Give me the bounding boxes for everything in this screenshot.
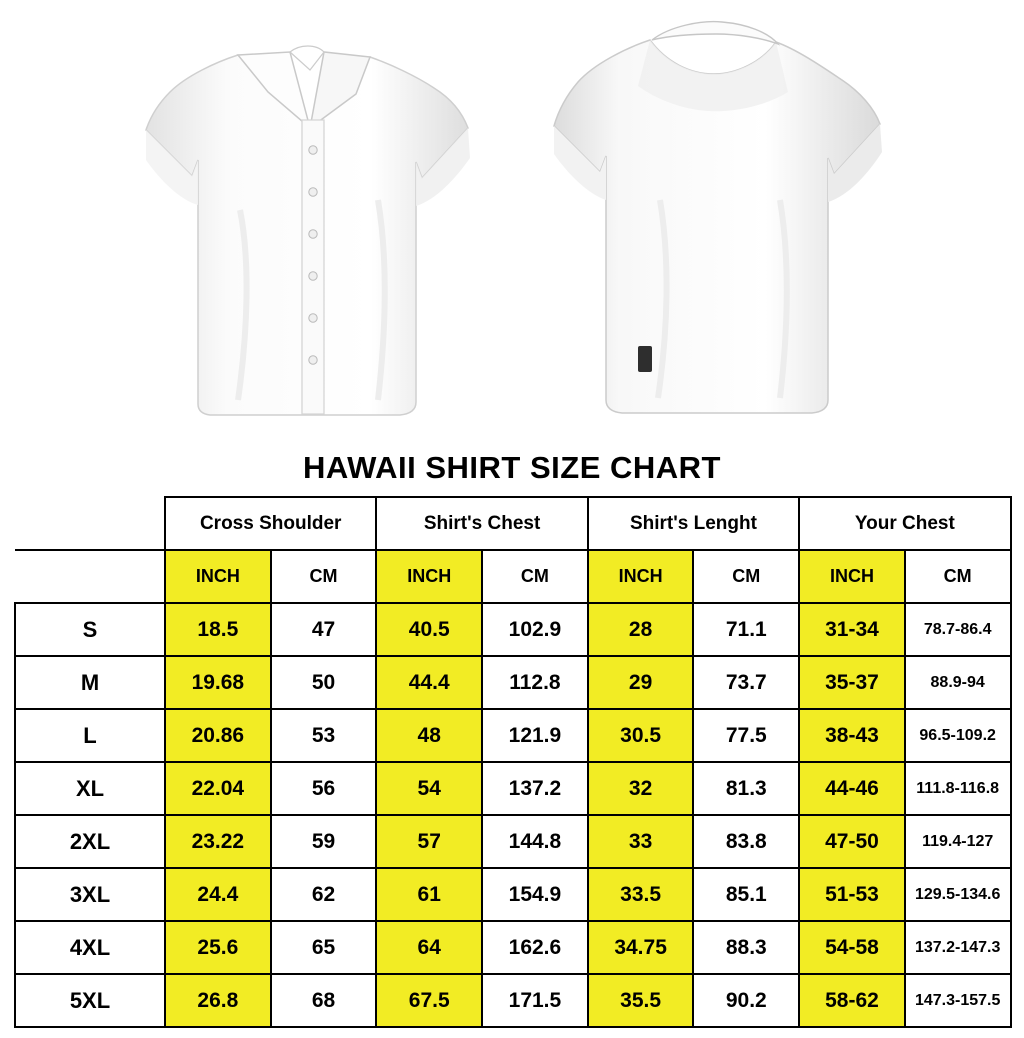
cell-your-chest-cm: 111.8-116.8	[905, 762, 1011, 815]
brand-tag	[638, 346, 652, 372]
cell-shirt-length-inch: 35.5	[588, 974, 694, 1027]
cell-shirt-length-cm: 71.1	[693, 603, 799, 656]
cell-shirt-length-inch: 34.75	[588, 921, 694, 974]
unit-header-inch-1: INCH	[165, 550, 271, 603]
cell-cross-shoulder-inch: 25.6	[165, 921, 271, 974]
cell-shirt-length-cm: 88.3	[693, 921, 799, 974]
cell-shirt-chest-cm: 171.5	[482, 974, 588, 1027]
unit-header-inch-2: INCH	[376, 550, 482, 603]
table-corner-cell	[15, 497, 165, 550]
cell-cross-shoulder-inch: 26.8	[165, 974, 271, 1027]
cell-your-chest-inch: 35-37	[799, 656, 905, 709]
cell-your-chest-cm: 88.9-94	[905, 656, 1011, 709]
cell-cross-shoulder-inch: 24.4	[165, 868, 271, 921]
row-size-label: M	[15, 656, 165, 709]
cell-shirt-chest-cm: 112.8	[482, 656, 588, 709]
cell-shirt-chest-cm: 137.2	[482, 762, 588, 815]
shirt-back-icon	[530, 0, 910, 448]
unit-header-inch-4: INCH	[799, 550, 905, 603]
cell-shirt-length-inch: 29	[588, 656, 694, 709]
cell-shirt-chest-inch: 54	[376, 762, 482, 815]
row-size-label: 2XL	[15, 815, 165, 868]
cell-your-chest-inch: 54-58	[799, 921, 905, 974]
cell-cross-shoulder-inch: 23.22	[165, 815, 271, 868]
unit-header-inch-3: INCH	[588, 550, 694, 603]
cell-shirt-chest-inch: 44.4	[376, 656, 482, 709]
row-size-label: 4XL	[15, 921, 165, 974]
cell-cross-shoulder-cm: 50	[271, 656, 377, 709]
cell-shirt-chest-inch: 40.5	[376, 603, 482, 656]
row-size-label: 3XL	[15, 868, 165, 921]
cell-shirt-length-cm: 90.2	[693, 974, 799, 1027]
cell-your-chest-inch: 31-34	[799, 603, 905, 656]
cell-your-chest-cm: 129.5-134.6	[905, 868, 1011, 921]
size-table-container	[0, 496, 1024, 1038]
cell-shirt-length-inch: 28	[588, 603, 694, 656]
page-title: HAWAII SHIRT SIZE CHART	[303, 450, 721, 485]
group-header-cross-shoulder: Cross Shoulder	[165, 497, 376, 550]
row-size-label: XL	[15, 762, 165, 815]
cell-shirt-chest-inch: 57	[376, 815, 482, 868]
group-header-row	[15, 497, 1011, 550]
group-header-your-chest: Your Chest	[799, 497, 1010, 550]
shirt-illustrations	[0, 0, 1024, 448]
cell-your-chest-inch: 51-53	[799, 868, 905, 921]
cell-shirt-length-cm: 83.8	[693, 815, 799, 868]
row-size-label: 5XL	[15, 974, 165, 1027]
cell-shirt-chest-inch: 67.5	[376, 974, 482, 1027]
cell-cross-shoulder-cm: 59	[271, 815, 377, 868]
cell-shirt-length-inch: 33	[588, 815, 694, 868]
cell-shirt-chest-cm: 144.8	[482, 815, 588, 868]
cell-cross-shoulder-cm: 65	[271, 921, 377, 974]
table-row	[15, 921, 1011, 974]
cell-your-chest-cm: 147.3-157.5	[905, 974, 1011, 1027]
cell-your-chest-inch: 44-46	[799, 762, 905, 815]
cell-shirt-chest-cm: 121.9	[482, 709, 588, 762]
cell-shirt-chest-inch: 61	[376, 868, 482, 921]
unit-header-cm-4: CM	[905, 550, 1011, 603]
cell-cross-shoulder-cm: 56	[271, 762, 377, 815]
cell-shirt-length-inch: 30.5	[588, 709, 694, 762]
cell-cross-shoulder-inch: 19.68	[165, 656, 271, 709]
cell-cross-shoulder-cm: 53	[271, 709, 377, 762]
table-row	[15, 656, 1011, 709]
cell-shirt-length-cm: 81.3	[693, 762, 799, 815]
table-row	[15, 974, 1011, 1027]
cell-shirt-length-inch: 33.5	[588, 868, 694, 921]
table-row	[15, 603, 1011, 656]
unit-header-cm-3: CM	[693, 550, 799, 603]
table-row	[15, 762, 1011, 815]
table-row	[15, 815, 1011, 868]
cell-cross-shoulder-cm: 62	[271, 868, 377, 921]
cell-cross-shoulder-cm: 68	[271, 974, 377, 1027]
cell-shirt-length-cm: 85.1	[693, 868, 799, 921]
unit-header-cm-2: CM	[482, 550, 588, 603]
shirt-front-image	[120, 0, 500, 448]
cell-shirt-chest-cm: 102.9	[482, 603, 588, 656]
cell-your-chest-inch: 38-43	[799, 709, 905, 762]
cell-your-chest-inch: 58-62	[799, 974, 905, 1027]
cell-shirt-chest-inch: 64	[376, 921, 482, 974]
row-size-label: L	[15, 709, 165, 762]
group-header-shirts-chest: Shirt's Chest	[376, 497, 587, 550]
cell-your-chest-cm: 78.7-86.4	[905, 603, 1011, 656]
group-header-shirts-length: Shirt's Lenght	[588, 497, 799, 550]
row-size-label: S	[15, 603, 165, 656]
unit-header-row	[15, 550, 1011, 603]
cell-shirt-chest-cm: 162.6	[482, 921, 588, 974]
cell-shirt-chest-inch: 48	[376, 709, 482, 762]
table-row	[15, 868, 1011, 921]
cell-shirt-length-cm: 77.5	[693, 709, 799, 762]
cell-cross-shoulder-cm: 47	[271, 603, 377, 656]
cell-shirt-length-cm: 73.7	[693, 656, 799, 709]
cell-your-chest-cm: 96.5-109.2	[905, 709, 1011, 762]
shirt-back-image	[530, 0, 910, 448]
cell-shirt-length-inch: 32	[588, 762, 694, 815]
cell-shirt-chest-cm: 154.9	[482, 868, 588, 921]
cell-cross-shoulder-inch: 22.04	[165, 762, 271, 815]
size-chart-table	[14, 496, 1012, 1028]
unit-header-cm-1: CM	[271, 550, 377, 603]
cell-your-chest-cm: 137.2-147.3	[905, 921, 1011, 974]
cell-your-chest-inch: 47-50	[799, 815, 905, 868]
shirt-front-icon	[120, 0, 500, 448]
cell-cross-shoulder-inch: 18.5	[165, 603, 271, 656]
unit-corner-cell	[15, 550, 165, 603]
cell-cross-shoulder-inch: 20.86	[165, 709, 271, 762]
table-row	[15, 709, 1011, 762]
cell-your-chest-cm: 119.4-127	[905, 815, 1011, 868]
